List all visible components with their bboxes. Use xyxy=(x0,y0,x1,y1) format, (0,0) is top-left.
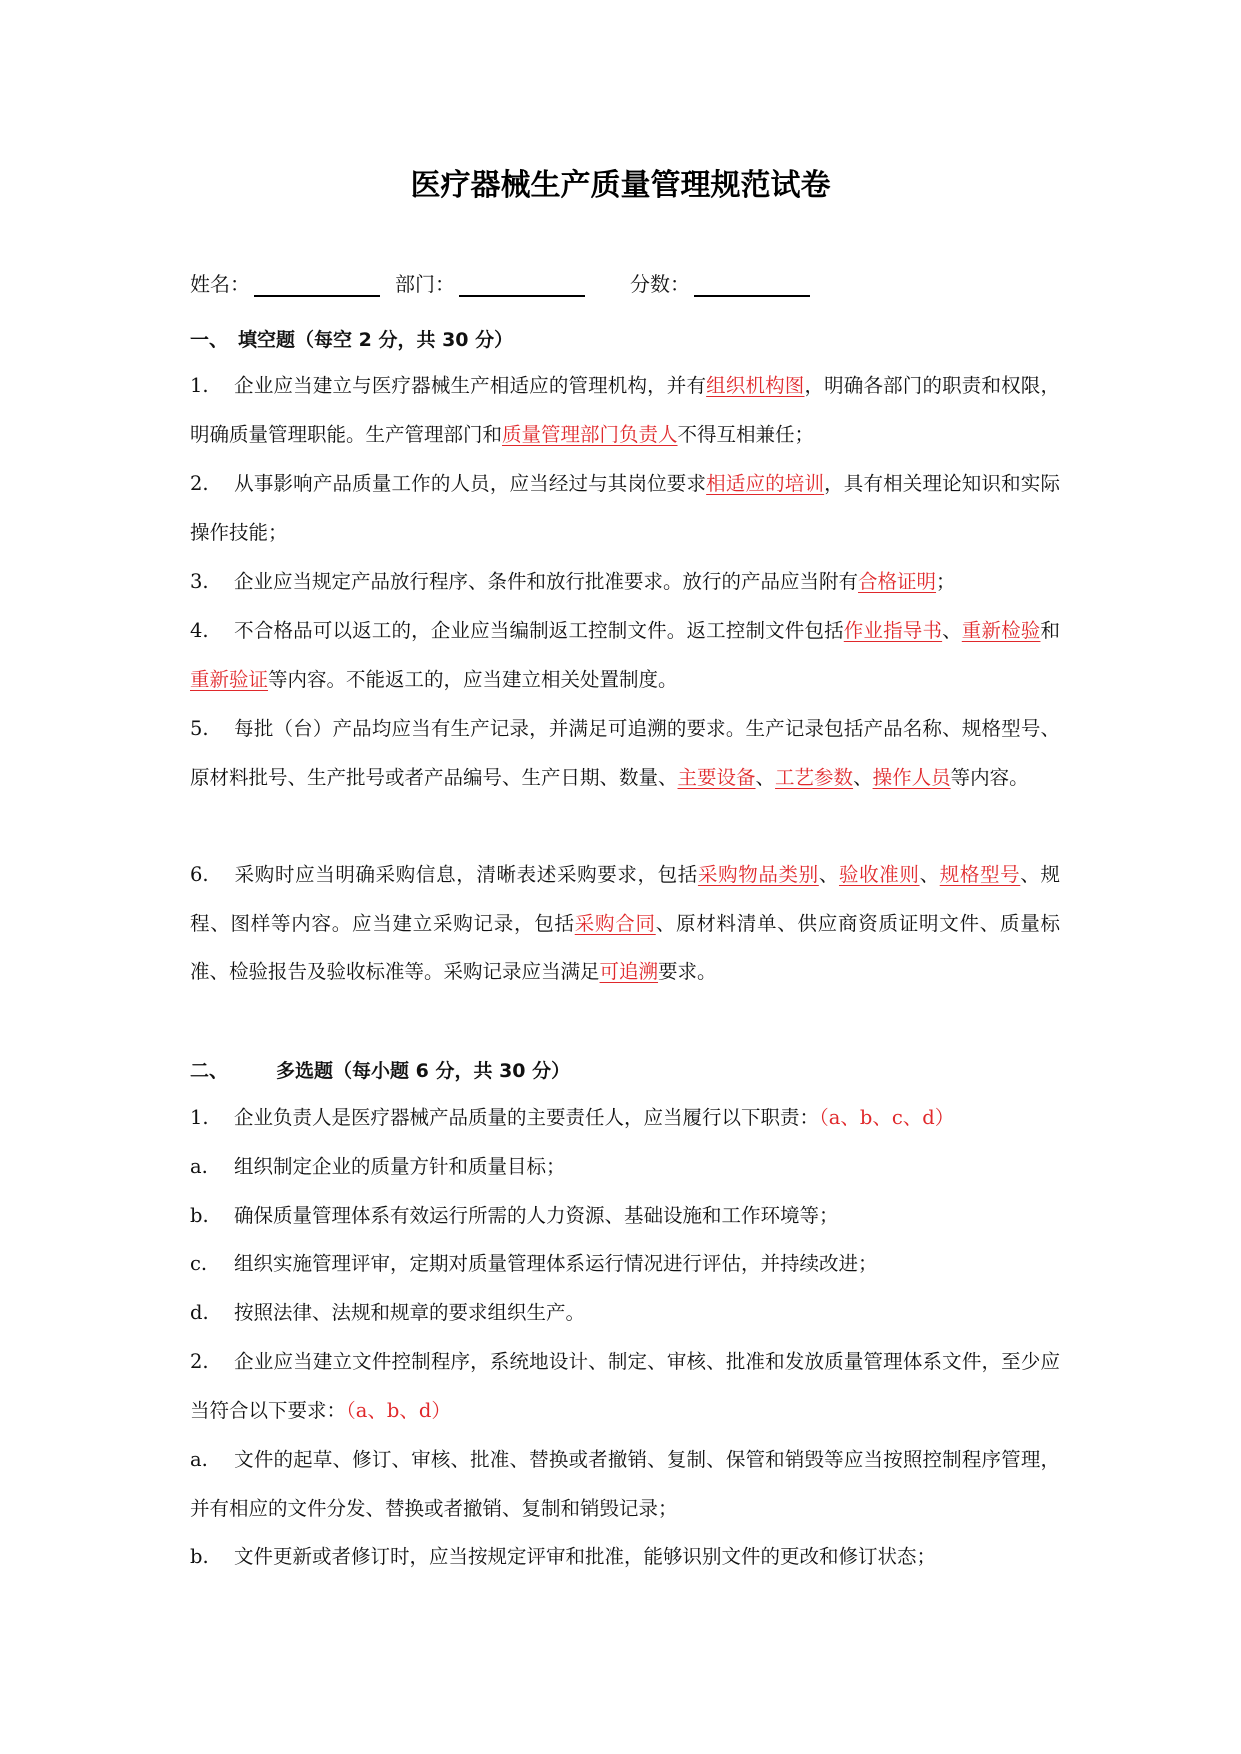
option-1a xyxy=(190,1143,1060,1192)
question-text: 要求。 xyxy=(658,960,717,984)
question-text: 企业应当规定产品放行程序、条件和放行批准要求。放行的产品应当附有 xyxy=(234,570,859,593)
question-text: 、原材料清单、供应商资质证明文件、质量标准、检验报告及验收标准等。采购记录应当满足 xyxy=(190,911,1060,984)
option-label: b. xyxy=(190,1545,209,1568)
separator: 、 xyxy=(818,863,839,886)
option-1c xyxy=(190,1240,1060,1289)
question-number: 1. xyxy=(190,1106,209,1129)
separator: 、 xyxy=(919,863,940,886)
question-text: 不合格品可以返工的，企业应当编制返工控制文件。返工控制文件包括 xyxy=(234,619,844,642)
separator: 和 xyxy=(1040,619,1060,642)
option-label: c. xyxy=(190,1252,208,1275)
fill-question-6 xyxy=(190,851,1060,997)
question-text: 等内容。不能返工的，应当建立相关处置制度。 xyxy=(268,667,678,691)
section-2-number: 二、 xyxy=(190,1060,229,1082)
question-text: ，明确各部门的职责和权限，明确质量管理职能。生产管理部门和 xyxy=(190,374,1060,446)
option-label: a. xyxy=(190,1448,208,1471)
question-text: 企业应当建立与医疗器械生产相适应的管理机构，并有 xyxy=(234,374,707,397)
answer-blank: 操作人员 xyxy=(872,765,951,789)
department-label: 部门： xyxy=(395,272,455,296)
answer-blank: 采购合同 xyxy=(574,911,656,935)
option-text: 按照法律、法规和规章的要求组织生产。 xyxy=(234,1301,586,1324)
name-field xyxy=(190,268,380,297)
question-text: 采购时应当明确采购信息，清晰表述采购要求，包括 xyxy=(234,863,698,886)
question-text: 从事影响产品质量工作的人员，应当经过与其岗位要求 xyxy=(234,472,707,495)
question-number: 6. xyxy=(190,863,209,886)
separator: 、 xyxy=(942,619,962,642)
option-2b xyxy=(190,1533,1060,1582)
option-text: 文件更新或者修订时，应当按规定评审和批准，能够识别文件的更改和修订状态； xyxy=(234,1545,937,1568)
name-blank[interactable] xyxy=(254,273,380,297)
option-1b xyxy=(190,1192,1060,1241)
answer-blank: 作业指导书 xyxy=(843,619,943,642)
answer-blank: 相适应的培训 xyxy=(706,472,825,495)
fill-question-5 xyxy=(190,705,1060,802)
section-2-title: 多选题（每小题 6 分，共 30 分） xyxy=(276,1060,571,1082)
department-field xyxy=(395,268,585,297)
fill-question-3 xyxy=(190,558,1060,607)
separator: 、 xyxy=(853,765,873,789)
answer-blank: 可追溯 xyxy=(599,960,659,984)
question-text: 每批（台）产品均应当有生产记录，并满足可追溯的要求。生产记录包括产品名称、规格型号、原材料批号、生产批号或者产品编号、生产日期、数量、 xyxy=(190,717,1060,789)
answer-blank: 工艺参数 xyxy=(775,765,854,789)
question-number: 4. xyxy=(190,619,209,642)
score-field xyxy=(630,268,810,297)
score-blank[interactable] xyxy=(694,273,810,297)
option-1d xyxy=(190,1289,1060,1338)
choice-question-1 xyxy=(190,1094,1060,1143)
question-number: 2. xyxy=(190,1350,209,1373)
question-number: 2. xyxy=(190,472,209,495)
question-number: 1. xyxy=(190,374,209,397)
option-label: a. xyxy=(190,1155,208,1178)
question-text: ； xyxy=(936,570,956,593)
option-text: 组织实施管理评审，定期对质量管理体系运行情况进行评估，并持续改进； xyxy=(234,1252,878,1275)
exam-title: 医疗器械生产质量管理规范试卷 xyxy=(410,168,831,203)
separator: 、 xyxy=(755,765,776,789)
option-text: 组织制定企业的质量方针和质量目标； xyxy=(234,1155,566,1178)
fill-question-2 xyxy=(190,460,1060,557)
option-label: b. xyxy=(190,1204,209,1227)
answer-blank: 采购物品类别 xyxy=(697,863,819,886)
answer-key: （a、b、c、d） xyxy=(819,1106,955,1129)
choice-question-2 xyxy=(190,1338,1060,1435)
answer-blank: 组织机构图 xyxy=(706,374,805,397)
section-2-heading xyxy=(190,1056,570,1083)
answer-blank: 主要设备 xyxy=(677,765,756,789)
fill-question-1 xyxy=(190,362,1060,459)
question-number: 3. xyxy=(190,570,209,593)
question-text: 企业负责人是医疗器械产品质量的主要责任人，应当履行以下职责： xyxy=(234,1106,820,1129)
fill-question-4 xyxy=(190,607,1060,704)
question-text: 、规程、图样等内容。应当建立采购记录，包括 xyxy=(190,863,1060,935)
answer-blank: 重新检验 xyxy=(961,619,1041,642)
answer-blank: 质量管理部门负责人 xyxy=(502,422,678,446)
answer-blank: 规格型号 xyxy=(939,863,1021,886)
question-text: ，具有相关理论知识和实际操作技能； xyxy=(190,472,1060,544)
option-text: 文件的起草、修订、审核、批准、替换或者撤销、复制、保管和销毁等应当按照控制程序管理，并有相应的文件分发、替换或者撤销、复制和销毁记录； xyxy=(190,1448,1060,1520)
option-label: d. xyxy=(190,1301,209,1324)
question-text: 等内容。 xyxy=(950,765,1029,789)
question-number: 5. xyxy=(190,717,209,740)
question-text: 企业应当建立文件控制程序，系统地设计、制定、审核、批准和发放质量管理体系文件，至少应当符合以下要求： xyxy=(190,1350,1060,1422)
score-label: 分数： xyxy=(630,272,690,296)
answer-blank: 合格证明 xyxy=(858,570,937,593)
answer-blank: 验收准则 xyxy=(838,863,920,886)
section-1-title: 填空题（每空 2 分，共 30 分） xyxy=(238,329,514,351)
option-2a xyxy=(190,1436,1060,1533)
question-text: 不得互相兼任； xyxy=(677,422,815,446)
section-1-heading xyxy=(190,325,513,352)
answer-key: （a、b、d） xyxy=(346,1398,451,1422)
section-1-number: 一、 xyxy=(190,329,229,351)
name-label: 姓名： xyxy=(190,272,250,296)
option-text: 确保质量管理体系有效运行所需的人力资源、基础设施和工作环境等； xyxy=(234,1204,839,1227)
answer-blank: 重新验证 xyxy=(190,667,269,691)
department-blank[interactable] xyxy=(459,273,585,297)
